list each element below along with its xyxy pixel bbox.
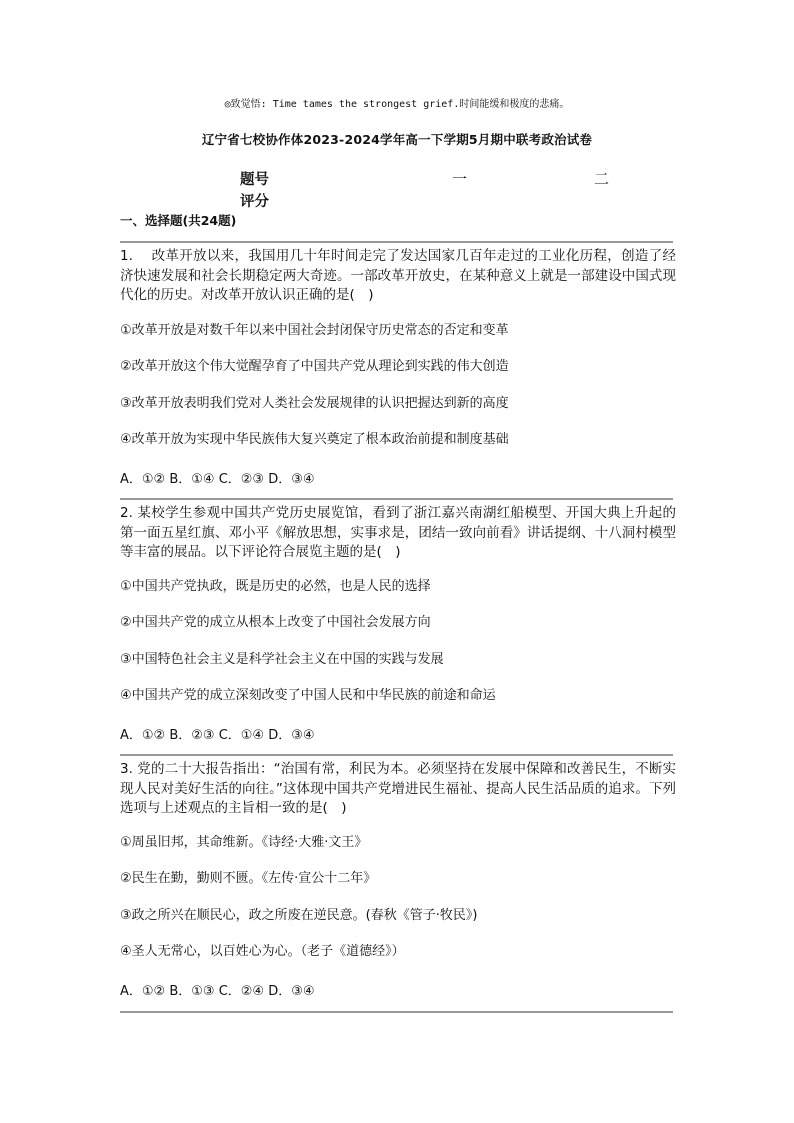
question-2-option-2: ②中国共产党的成立从根本上改变了中国社会发展方向 [120, 615, 431, 630]
question-1-stem: 1. 改革开放以来，我国用几十年时间走完了发达国家几百年走过的工业化历程，创造了经济快速发展和社会长期稳定两大奇迹。一部改革开放史，在某种意义上就是一部建设中国式现代化的历史。对改革开放认识正确的是( ) [120, 248, 676, 303]
score-table-col-1: 一 [452, 170, 468, 188]
score-table-row-label-score: 评分 [240, 194, 269, 210]
score-table-row-label-number: 题号 [240, 172, 269, 188]
question-divider [120, 498, 673, 500]
question-2-stem: 2. 某校学生参观中国共产党历史展览馆，看到了浙江嘉兴南湖红船模型、开国大典上升起的第一面五星红旗、邓小平《解放思想，实事求是，团结一致向前看》讲话提纲、十八洞村模型等丰富的展品。以下评论符合展览主题的是( ) [120, 505, 676, 560]
motto-line: ◎致觉悟: Time tames the strongest grief.时间能缓和极度的悲痛。 [224, 99, 570, 110]
question-3-option-2: ②民生在勤，勤则不匮。《左传·宣公十二年》 [120, 871, 377, 886]
question-3-stem: 3. 党的二十大报告指出：“治国有常，利民为本。必须坚持在发展中保障和改善民生，不断实现人民对美好生活的向往。”这体现中国共产党增进民生福祉、提高人民生活品质的追求。下列选项与上述观点的主旨相一致的是( ) [120, 761, 676, 816]
question-2-option-3: ③中国特色社会主义是科学社会主义在中国的实践与发展 [120, 652, 444, 667]
section-title: 一、选择题(共24题) [120, 213, 237, 228]
question-1-answers: A．①② B．①④ C．②③ D．③④ [120, 472, 315, 487]
question-2-answers: A．①② B．②③ C．①④ D．③④ [120, 728, 315, 743]
question-3-option-1: ①周虽旧邦，其命维新。《诗经·大雅·文王》 [120, 835, 368, 850]
question-divider [120, 241, 673, 243]
question-divider [120, 754, 673, 756]
question-3-answers: A．①② B．①③ C．②④ D．③④ [120, 984, 315, 999]
question-3-option-3: ③政之所兴在顺民心，政之所废在逆民意。(春秋《管子·牧民》) [120, 908, 478, 923]
question-1-option-2: ②改革开放这个伟大觉醒孕育了中国共产党从理论到实践的伟大创造 [120, 359, 509, 374]
question-1-option-3: ③改革开放表明我们党对人类社会发展规律的认识把握达到新的高度 [120, 396, 509, 411]
page-title: 辽宁省七校协作体2023-2024学年高一下学期5月期中联考政治试卷 [201, 132, 593, 147]
score-table-col-2: 二 [594, 170, 610, 188]
question-1-option-1: ①改革开放是对数千年以来中国社会封闭保守历史常态的否定和变革 [120, 323, 509, 338]
question-3-option-4: ④圣人无常心，以百姓心为心。（老子《道德经》） [120, 944, 405, 959]
question-1-option-4: ④改革开放为实现中华民族伟大复兴奠定了根本政治前提和制度基础 [120, 432, 509, 447]
question-divider [120, 1011, 673, 1013]
question-2-option-4: ④中国共产党的成立深刻改变了中国人民和中华民族的前途和命运 [120, 688, 496, 703]
question-2-option-1: ①中国共产党执政，既是历史的必然，也是人民的选择 [120, 579, 431, 594]
